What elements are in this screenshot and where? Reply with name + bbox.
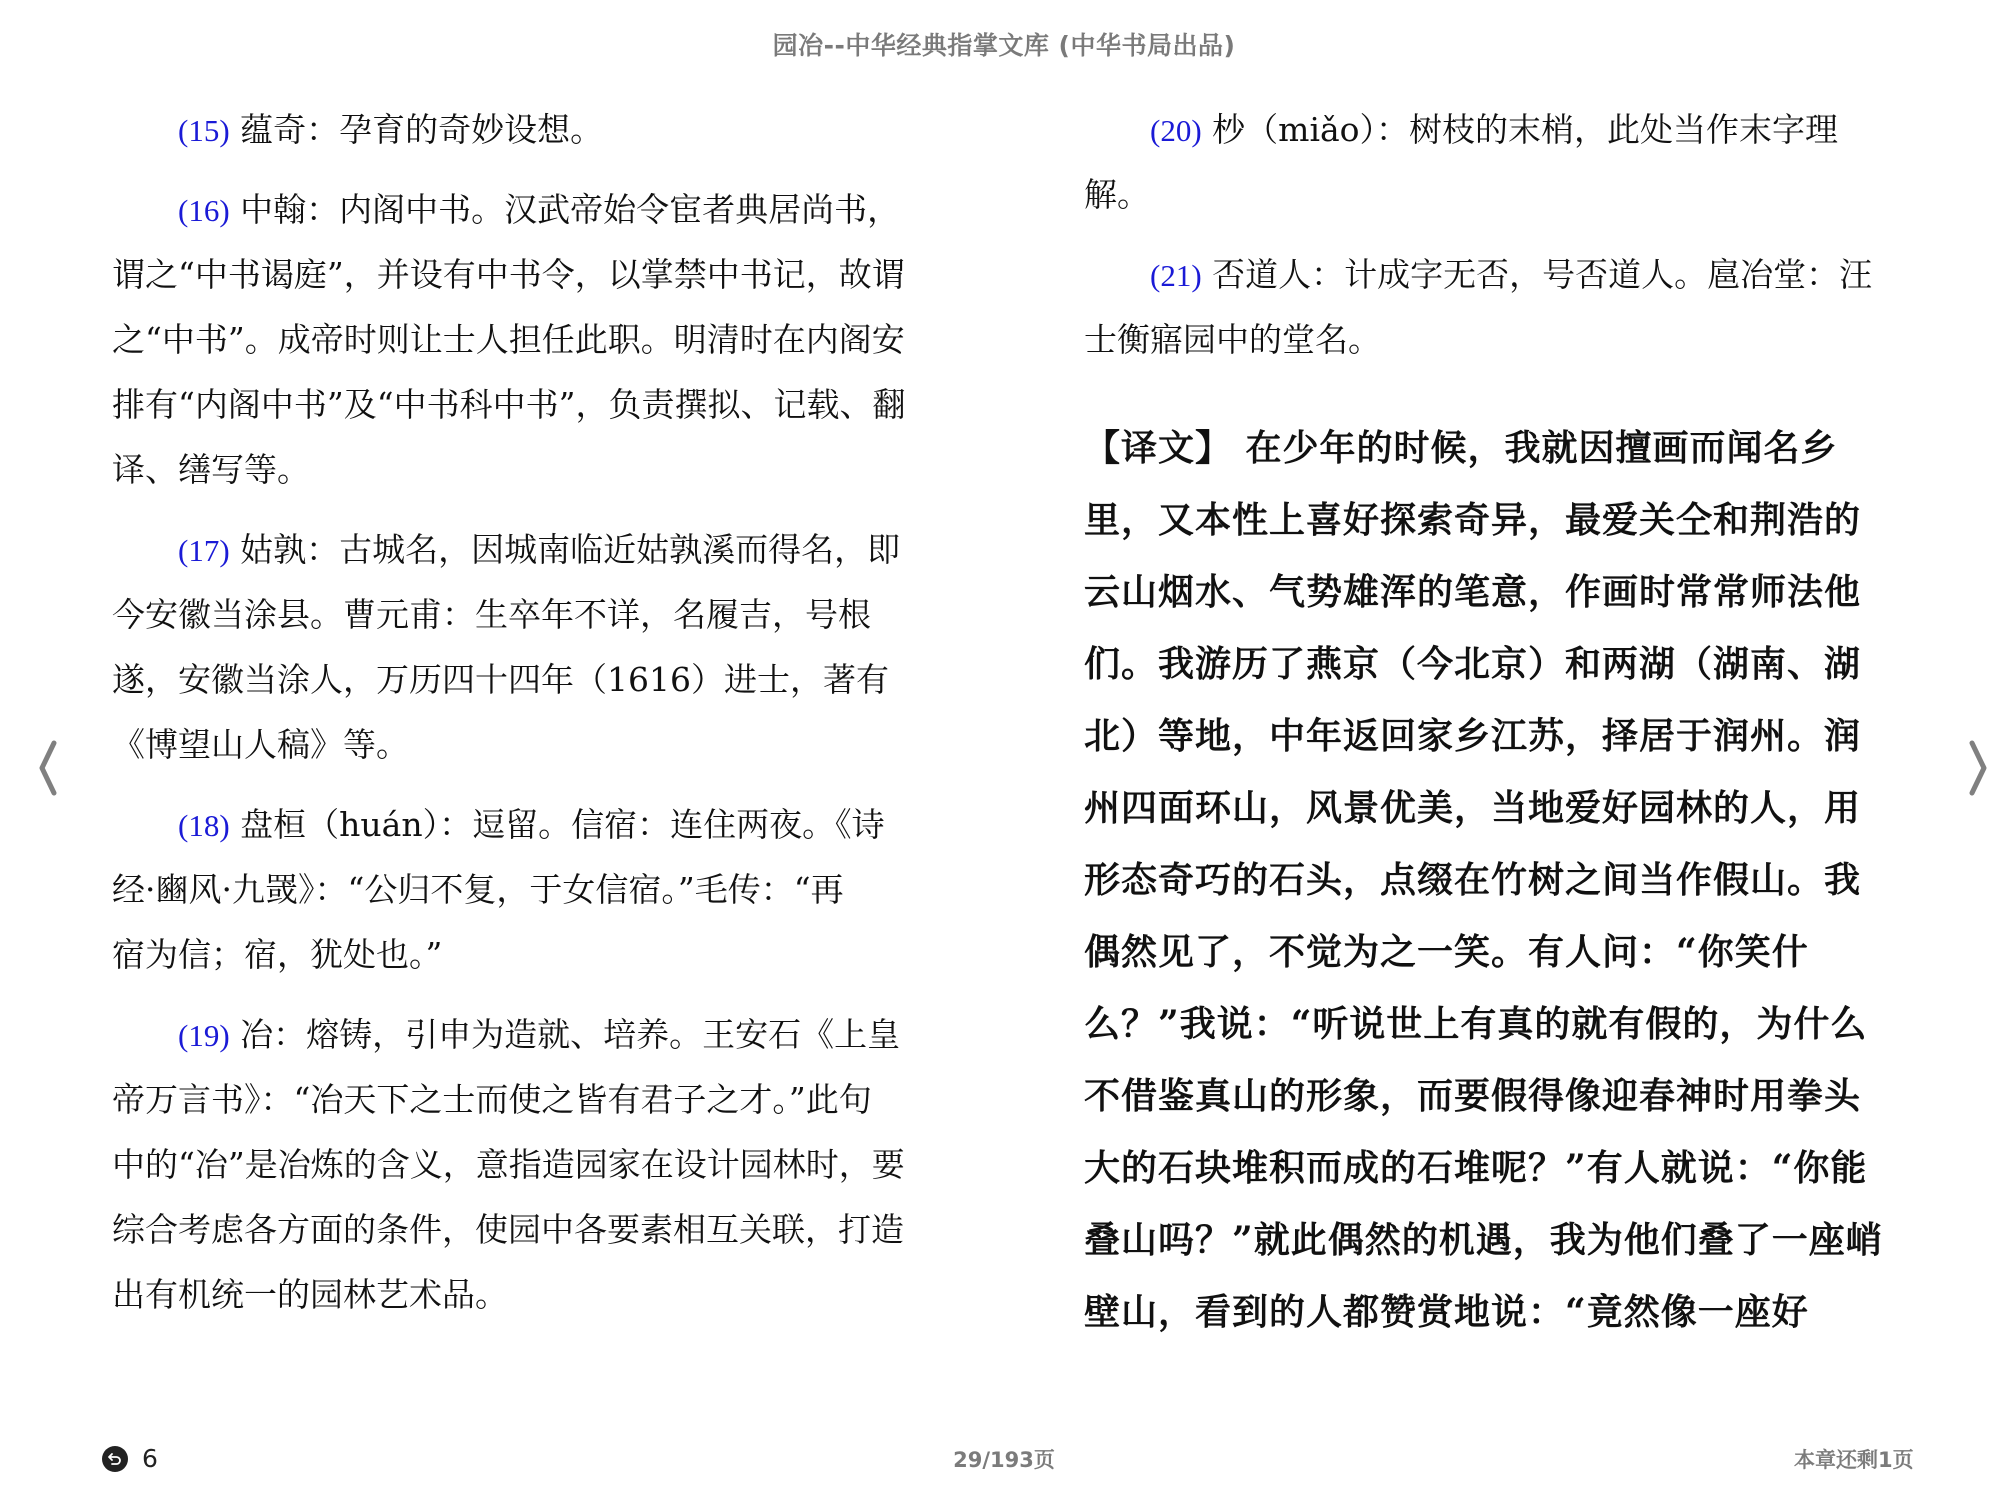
note-line — [112, 1208, 904, 1252]
translation-line — [1084, 498, 1861, 542]
line-text: 否道人：计成字无否，号否道人。扈冶堂：汪 — [1201, 255, 1873, 294]
line-text: 杪（miǎo）：树枝的末梢，此处当作末字理 — [1201, 110, 1839, 149]
line-text: 【译文】 在少年的时候，我就因擅画而闻名乡 — [1084, 427, 1838, 469]
translation-line — [1084, 1002, 1867, 1046]
back-count: 6 — [142, 1444, 158, 1473]
translation-line — [1084, 1146, 1867, 1190]
note-line — [112, 723, 409, 767]
line-text: 之“中书”。成帝时则让士人担任此职。明清时在内阁安 — [112, 320, 905, 359]
note-number-link[interactable]: (15) — [178, 113, 230, 148]
line-text: 帝万言书》：“冶天下之士而使之皆有君子之才。”此句 — [112, 1080, 872, 1119]
line-text: 士衡寤园中的堂名。 — [1084, 320, 1381, 359]
note-number-link[interactable]: (16) — [178, 193, 230, 228]
line-text: 经·豳风·九罭》：“公归不复，于女信宿。”毛传：“再 — [112, 870, 844, 909]
line-text: 中的“冶”是冶炼的含义，意指造园家在设计园林时，要 — [112, 1145, 905, 1184]
translation-line — [1084, 570, 1861, 614]
line-text: 出有机统一的园林艺术品。 — [112, 1275, 508, 1314]
line-text: 偶然见了，不觉为之一笑。有人问：“你笑什 — [1084, 931, 1809, 973]
page-indicator: 29/193页 — [953, 1448, 1055, 1472]
line-text: 壁山，看到的人都赞赏地说：“竟然像一座好 — [1084, 1291, 1809, 1333]
translation-line — [1084, 1290, 1809, 1334]
note-line — [178, 803, 885, 847]
line-text: 蕴奇：孕育的奇妙设想。 — [229, 110, 604, 149]
note-line — [178, 528, 900, 572]
note-line — [112, 383, 905, 427]
note-line — [178, 188, 900, 232]
note-line — [112, 933, 442, 977]
translation-line — [1084, 1074, 1861, 1118]
line-text: 宿为信；宿，犹处也。” — [112, 935, 443, 974]
book-title: 园冶--中华经典指掌文库 (中华书局出品) — [772, 31, 1236, 60]
note-line — [112, 1143, 905, 1187]
note-line — [112, 448, 310, 492]
line-text: 姑孰：古城名，因城南临近姑孰溪而得名，即 — [229, 530, 901, 569]
note-line — [1150, 108, 1838, 152]
translation-line — [1084, 642, 1861, 686]
translation-line — [1084, 1218, 1883, 1262]
line-text: 么？”我说：“听说世上有真的就有假的，为什么 — [1084, 1003, 1868, 1045]
prev-page-button[interactable] — [28, 728, 68, 808]
note-line — [112, 253, 905, 297]
note-line — [112, 1273, 508, 1317]
line-text: 形态奇巧的石头，点缀在竹树之间当作假山。我 — [1084, 859, 1862, 901]
line-text: 们。我游历了燕京（今北京）和两湖（湖南、湖 — [1084, 643, 1862, 685]
line-text: 综合考虑各方面的条件，使园中各要素相互关联，打造 — [112, 1210, 904, 1249]
note-number-link[interactable]: (18) — [178, 808, 230, 843]
note-number-link[interactable]: (19) — [178, 1018, 230, 1053]
note-line — [1084, 318, 1381, 362]
line-text: 大的石块堆积而成的石堆呢？”有人就说：“你能 — [1084, 1147, 1868, 1189]
line-text: 解。 — [1084, 175, 1150, 214]
chevron-right-icon — [1967, 739, 1989, 797]
line-text: 今安徽当涂县。曹元甫：生卒年不详，名履吉，号根 — [112, 595, 871, 634]
line-text: 里，又本性上喜好探索奇异，最爱关仝和荆浩的 — [1084, 499, 1862, 541]
note-line — [112, 658, 889, 702]
line-text: 盘桓（huán）：逗留。信宿：连住两夜。《诗 — [229, 805, 885, 844]
note-line — [178, 108, 603, 152]
note-line — [1150, 253, 1872, 297]
line-text: 译、缮写等。 — [112, 450, 310, 489]
note-line — [1084, 173, 1150, 217]
note-line — [112, 868, 844, 912]
note-number-link[interactable]: (20) — [1150, 113, 1202, 148]
note-line — [112, 593, 871, 637]
line-text: 遂，安徽当涂人，万历四十四年（1616）进士，著有 — [112, 660, 889, 699]
chapter-remaining: 本章还剩1页 — [1794, 1448, 1914, 1472]
next-page-button[interactable] — [1958, 728, 1998, 808]
line-text: 《博望山人稿》等。 — [112, 725, 409, 764]
note-number-link[interactable]: (21) — [1150, 258, 1202, 293]
translation-line — [1084, 786, 1861, 830]
translation-line — [1084, 426, 1838, 470]
translation-line — [1084, 714, 1861, 758]
line-text: 冶：熔铸，引申为造就、培养。王安石《上皇 — [229, 1015, 901, 1054]
translation-line — [1084, 930, 1809, 974]
line-text: 谓之“中书谒庭”，并设有中书令，以掌禁中书记，故谓 — [112, 255, 905, 294]
line-text: 排有“内阁中书”及“中书科中书”，负责撰拟、记载、翻 — [112, 385, 906, 424]
line-text: 叠山吗？”就此偶然的机遇，我为他们叠了一座峭 — [1084, 1219, 1883, 1261]
note-number-link[interactable]: (17) — [178, 533, 230, 568]
note-line — [178, 1013, 900, 1057]
line-text: 北）等地，中年返回家乡江苏，择居于润州。润 — [1084, 715, 1862, 757]
line-text: 不借鉴真山的形象，而要假得像迎春神时用拳头 — [1084, 1075, 1862, 1117]
line-text: 中翰：内阁中书。汉武帝始令宦者典居尚书， — [229, 190, 901, 229]
translation-line — [1084, 858, 1861, 902]
line-text: 州四面环山，风景优美，当地爱好园林的人，用 — [1084, 787, 1862, 829]
line-text: 云山烟水、气势雄浑的笔意，作画时常常师法他 — [1084, 571, 1862, 613]
chevron-left-icon — [37, 739, 59, 797]
note-line — [112, 1078, 872, 1122]
note-line — [112, 318, 905, 362]
